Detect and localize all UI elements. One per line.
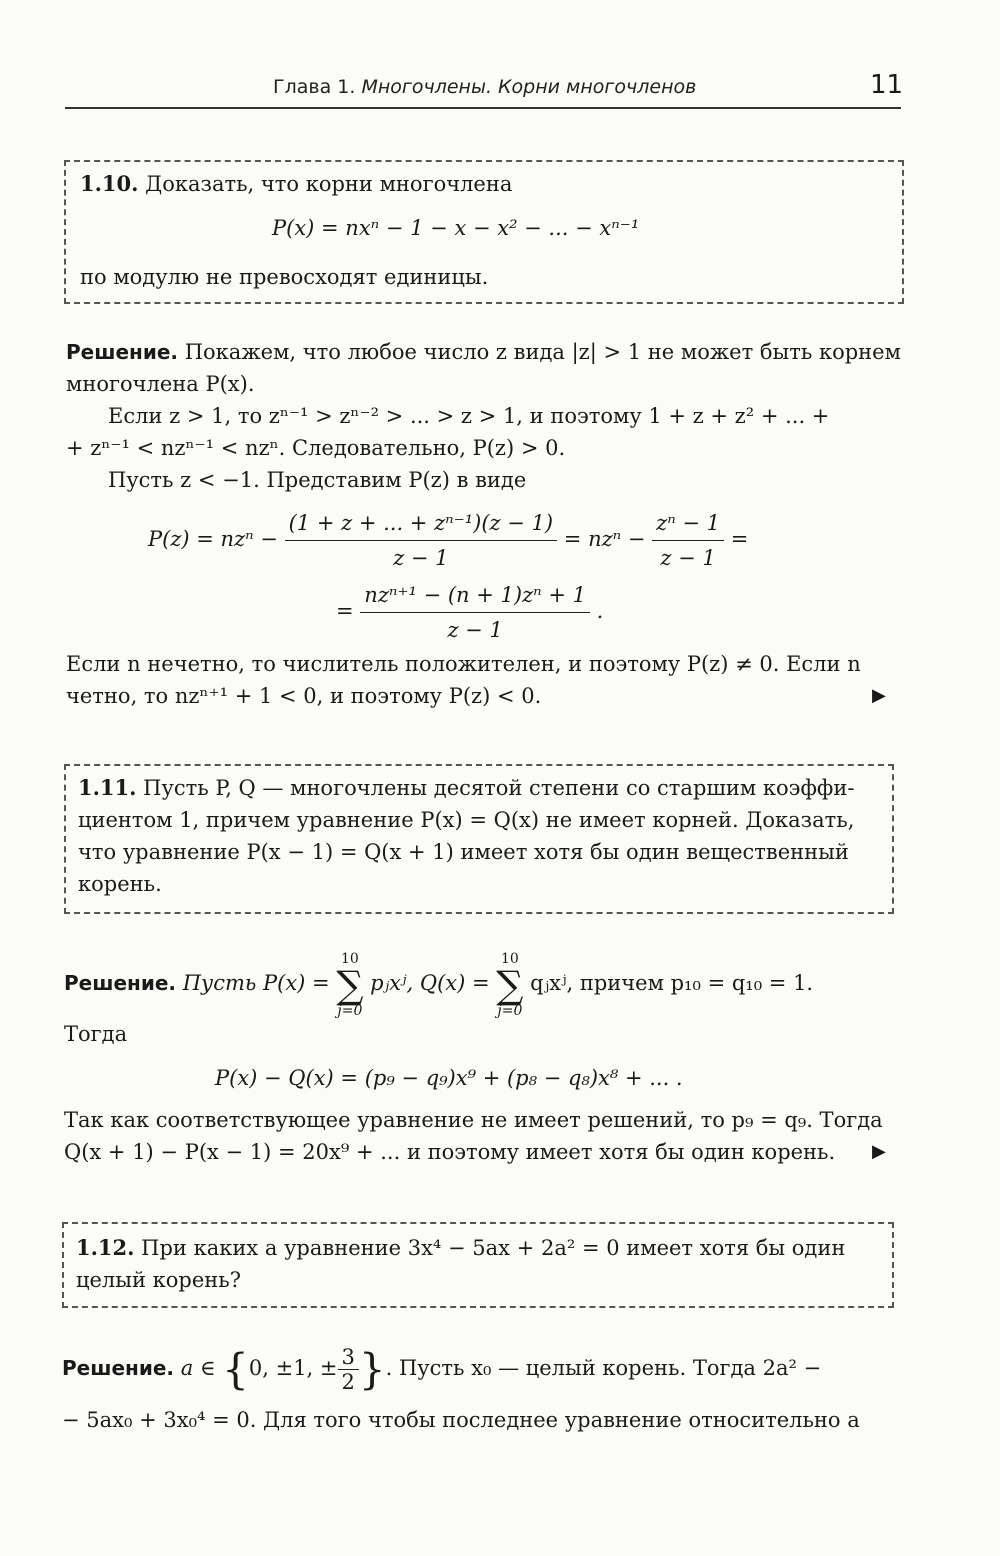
problem-1-12-line2: целый корень? <box>76 1268 241 1292</box>
problem-1-12-line1 <box>76 1234 845 1262</box>
problem-1-11-line3: что уравнение P(x − 1) = Q(x + 1) имеет хотя бы один вещественный <box>78 840 849 864</box>
sol-1-11-q-term: qⱼxʲ, причем p₁₀ = q₁₀ = 1. <box>530 971 814 995</box>
solution-1-10-line3: Если z > 1, то zⁿ⁻¹ > zⁿ⁻² > ... > z > 1, и поэтому 1 + z + z² + ... + <box>108 404 830 428</box>
summation-1 <box>336 951 363 1019</box>
solution-1-12-rest: . Пусть x₀ — целый корень. Тогда 2a² − <box>385 1356 822 1380</box>
sum1-lower: j=0 <box>337 1002 363 1019</box>
brace-close: } <box>358 1344 386 1394</box>
end-of-proof-icon: ▶ <box>872 1141 886 1162</box>
problem-1-10-line1 <box>80 170 512 198</box>
chapter-label: Глава 1. <box>273 76 356 98</box>
problem-1-11-line1 <box>78 774 854 802</box>
solution-1-10-line7: четно, то nzⁿ⁺¹ + 1 < 0, и поэтому P(z) < 0. <box>66 684 542 708</box>
sigma-icon: ∑ <box>336 962 364 1007</box>
solution-label: Решение. <box>64 971 177 995</box>
solution-1-10-line2: многочлена P(x). <box>66 372 255 396</box>
eq1-frac2-num: zⁿ − 1 <box>652 506 724 541</box>
header-rule <box>65 107 901 109</box>
eq1-end: = <box>730 527 749 551</box>
solution-1-11-equation: P(x) − Q(x) = (p₉ − q₉)x⁹ + (p₈ − q₈)x⁸ + ... . <box>215 1066 683 1090</box>
problem-number: 1.11. <box>78 775 137 800</box>
solution-1-10-line6: Если n нечетно, то числитель положителен, и поэтому P(z) ≠ 0. Если n <box>66 652 861 676</box>
set-fraction <box>338 1345 359 1394</box>
eq2-lhs: = <box>336 599 354 623</box>
eq1-frac1-den: z − 1 <box>393 546 449 570</box>
solution-label: Решение. <box>66 340 179 364</box>
sum2-upper: 10 <box>500 950 519 967</box>
eq1-lhs: P(z) = nzⁿ − <box>148 527 278 551</box>
chapter-title: Многочлены. Корни многочленов <box>361 76 697 98</box>
sol-1-11-p-term: pⱼxʲ, Q(x) = <box>370 971 490 995</box>
eq2-end: . <box>596 599 604 623</box>
eq1-fraction-2 <box>652 506 724 575</box>
eq1-frac1-num: (1 + z + ... + zⁿ⁻¹)(z − 1) <box>285 506 558 541</box>
eq2-fraction <box>360 578 590 647</box>
solution-label: Решение. <box>62 1356 175 1380</box>
solution-1-12-line1 <box>62 1340 821 1398</box>
set-prefix: a ∈ <box>180 1356 216 1380</box>
problem-number: 1.12. <box>76 1235 135 1260</box>
set-items: 0, ±1, ± <box>248 1356 338 1380</box>
eq1-frac2-den: z − 1 <box>660 546 716 570</box>
equation-2 <box>336 578 603 647</box>
brace-open: { <box>222 1344 249 1394</box>
solution-1-10-line1 <box>66 338 901 366</box>
problem-1-10-formula: P(x) = nxⁿ − 1 − x − x² − ... − xⁿ⁻¹ <box>272 216 640 240</box>
solution-text: Покажем, что любое число z вида |z| > 1 не может быть корнем <box>184 340 901 364</box>
sum1-upper: 10 <box>340 950 359 967</box>
problem-1-11-line2: циентом 1, причем уравнение P(x) = Q(x) не имеет корней. Доказать, <box>78 808 855 832</box>
eq1-mid: = nzⁿ − <box>563 527 646 551</box>
eq1-fraction-1 <box>285 506 558 575</box>
solution-1-11-line2: Так как соответствующее уравнение не имеет решений, то p₉ = q₉. Тогда <box>64 1108 883 1132</box>
sigma-icon: ∑ <box>496 962 524 1007</box>
set-frac-num: 3 <box>338 1345 359 1370</box>
problem-1-10-line2: по модулю не превосходят единицы. <box>80 265 489 289</box>
problem-text: Пусть P, Q — многочлены десятой степени со старшим коэффи- <box>143 776 855 800</box>
solution-1-11-then: Тогда <box>64 1022 128 1046</box>
solution-1-11-line3: Q(x + 1) − P(x − 1) = 20x⁹ + ... и поэтому имеет хотя бы один корень. <box>64 1140 836 1164</box>
running-header <box>273 76 696 98</box>
set-frac-den: 2 <box>341 1370 355 1394</box>
problem-text: При каких a уравнение 3x⁴ − 5ax + 2a² = 0 имеет хотя бы один <box>141 1236 846 1260</box>
solution-1-11-line1 <box>64 948 813 1019</box>
page-number: 11 <box>870 70 904 100</box>
solution-1-10-line5: Пусть z < −1. Представим P(z) в виде <box>108 468 527 492</box>
solution-1-10-line4: + zⁿ⁻¹ < nzⁿ⁻¹ < nzⁿ. Следовательно, P(z) > 0. <box>66 436 566 460</box>
solution-1-12-line2: − 5ax₀ + 3x₀⁴ = 0. Для того чтобы последнее уравнение относительно a <box>62 1408 860 1432</box>
problem-number: 1.10. <box>80 171 139 196</box>
eq2-frac-den: z − 1 <box>447 618 503 642</box>
problem-1-11-line4: корень. <box>78 872 162 896</box>
equation-1 <box>148 506 748 575</box>
summation-2 <box>496 951 523 1019</box>
sum2-lower: j=0 <box>497 1002 523 1019</box>
end-of-proof-icon: ▶ <box>872 685 886 706</box>
problem-text: Доказать, что корни многочлена <box>145 172 513 196</box>
sol-1-11-p-def: Пусть P(x) = <box>182 971 330 995</box>
eq2-frac-num: nzⁿ⁺¹ − (n + 1)zⁿ + 1 <box>360 578 590 613</box>
